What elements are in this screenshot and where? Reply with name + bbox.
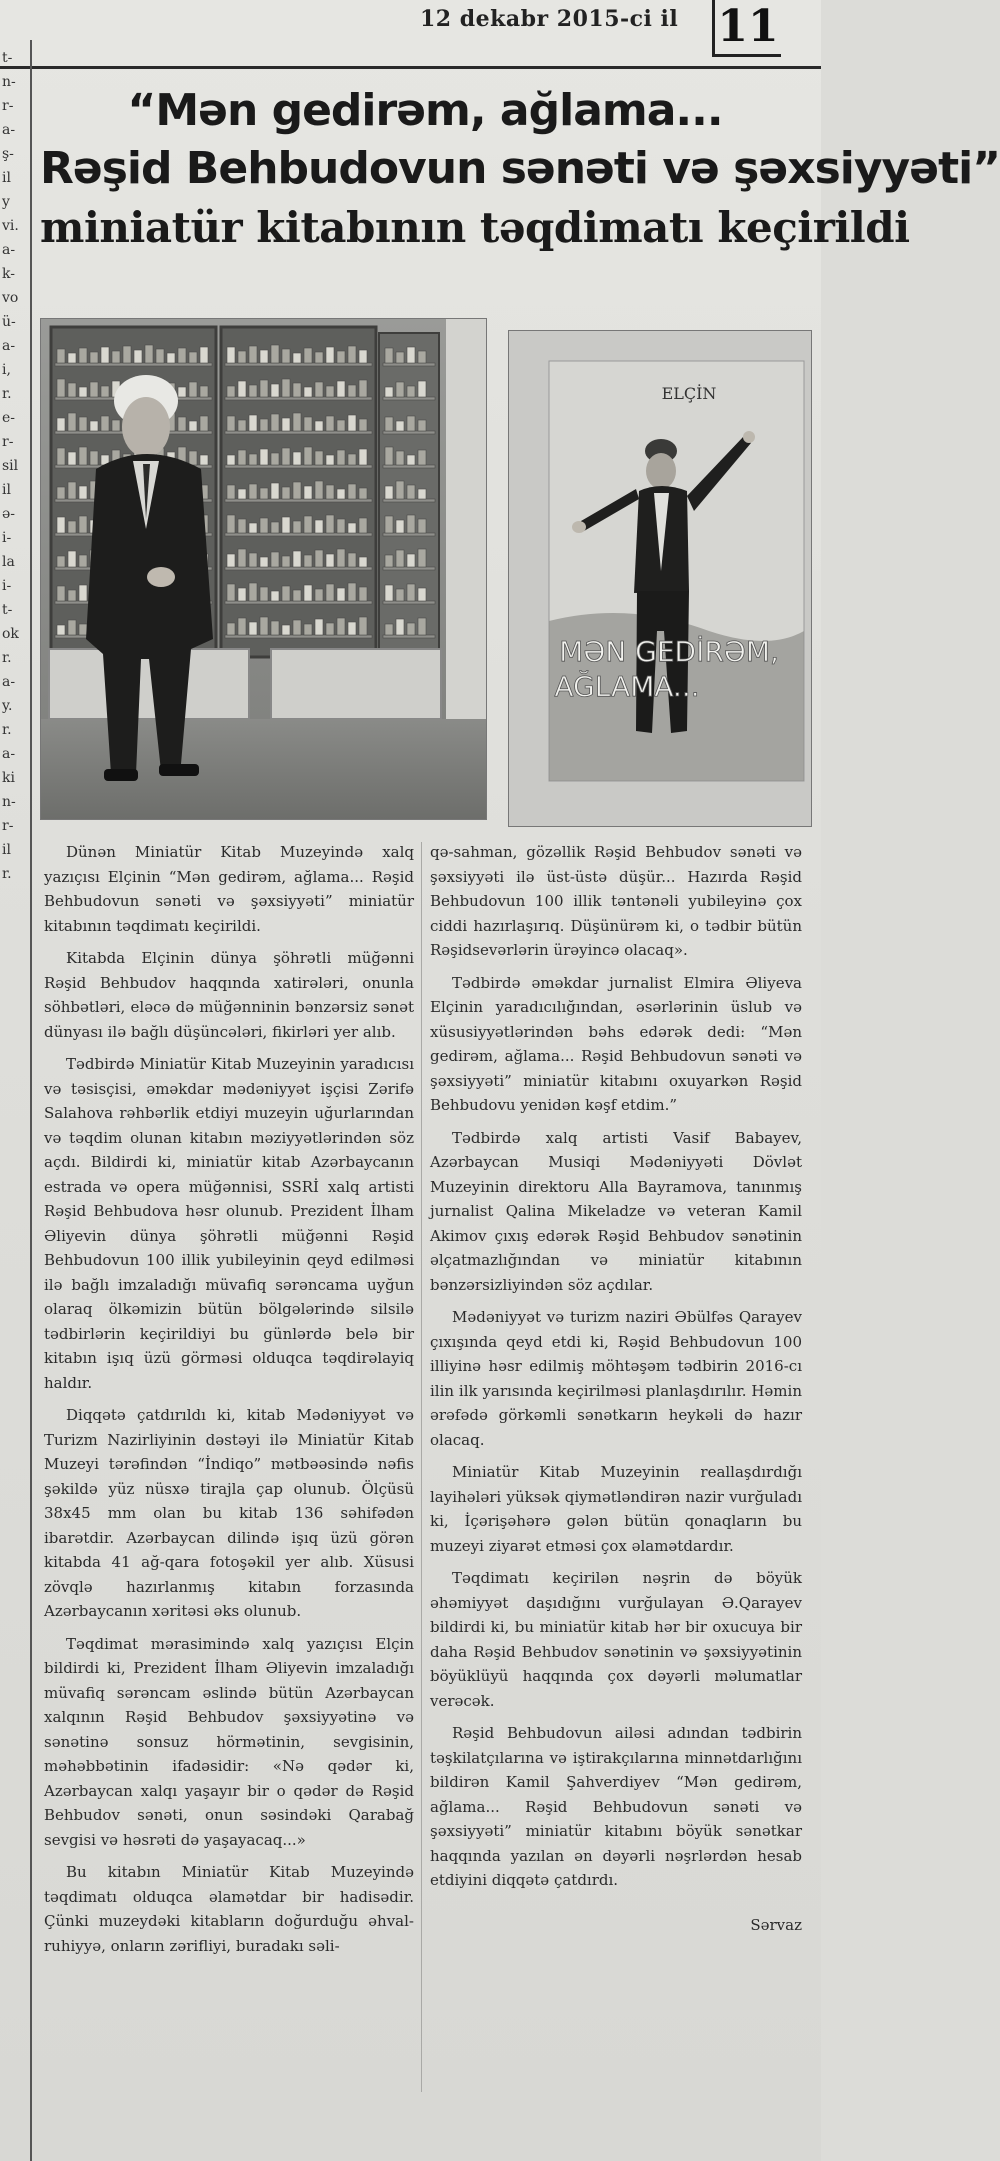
issue-date: 12 dekabr 2015-ci il xyxy=(420,6,679,32)
fragment-text: r- xyxy=(2,818,14,834)
fragment-text: il xyxy=(2,170,11,186)
paragraph: Tədbirdə Miniatür Kitab Muzeyinin yaradıcısı və təsisçisi, əməkdar mədəniyyət işçisi Zərifə Salahova rəhbərlik etdiyi muzeyin uğurlarından və təqdim olunan kitabın məziyyətlərindən söz açdı. Bildirdi ki, miniatür kitab Azərbaycanın estrada və opera müğənnisi, SSRİ xalq artisti Rəşid Behbudova həsr olunub. Prezident İlham Əliyevin dünya şöhrətli müğənni Rəşid Behbudovun 100 illik yubileyinin qeyd edilməsi ilə bağlı imzaladığı müvafiq sərəncama uyğun olaraq ölkəmizin bütün bölgələrində silsilə tədbirlərin keçirildiyi bu günlərdə belə bir kitabın işıq üzü görməsi olduqca təqdirəlayiq haldır. xyxy=(44,1055,414,1392)
fragment-text: ş- xyxy=(2,146,14,162)
fragment-text: ü- xyxy=(2,314,16,330)
paragraph: Kitabda Elçinin dünya şöhrətli müğənni Rəşid Behbudov haqqında xatirələri, onunla söhbətləri, eləcə də müğənninin bənzərsiz sənət dünyası ilə bağlı düşüncələri, fikirləri yer alıb. xyxy=(44,949,414,1041)
fragment-text: i, xyxy=(2,362,11,378)
fragment-text: a- xyxy=(2,338,16,354)
fragment-text: r. xyxy=(2,722,12,738)
fragment-text: e- xyxy=(2,410,16,426)
book-title-line-2: AĞLAMA... xyxy=(554,670,700,703)
book-author: ELÇİN xyxy=(661,384,717,403)
fragment-text: a- xyxy=(2,746,16,762)
museum-photo xyxy=(40,318,487,820)
paragraph: Təqdimat mərasimində xalq yazıçısı Elçin bildirdi ki, Prezident İlham Əliyevin imzaladığı müvafiq sərəncam əslində bütün Azərbaycan xalqının Rəşid Behbudov şəxsiyyətinə və sənətinə sonsuz hörmətinin, sevgisinin, məhəbbətinin ifadəsidir: «Nə qədər ki, Azərbaycan xalqı yaşayır bir o qədər də Rəşid Behbudov sənəti, onun səsindəki Qarabağ sevgisi və həsrəti də yaşayacaq...» xyxy=(44,1634,414,1849)
adjacent-column-fragment xyxy=(0,40,32,2161)
paragraph: Bu kitabın Miniatür Kitab Muzeyində təqdimatı olduqca əlamətdar bir hadisədir. Çünki muzeydəki kitabların doğurduğu əhval-ruhiyyə, onların zərifliyi, buradakı səli- xyxy=(44,1863,414,1955)
fragment-text: n- xyxy=(2,794,16,810)
fragment-text: vi. xyxy=(2,218,19,234)
fragment-text: r. xyxy=(2,650,12,666)
fragment-text: a- xyxy=(2,242,16,258)
fragment-text: r- xyxy=(2,434,14,450)
headline-line-2: Rəşid Behbudovun sənəti və şəxsiyyəti” xyxy=(40,143,1000,194)
fragment-text: sil xyxy=(2,458,19,474)
paragraph: Təqdimatı keçirilən nəşrin də böyük əhəmiyyət daşıdığını vurğulayan Ə.Qarayev bildirdi ki, bu miniatür kitab hər bir oxucuya bir daha Rəşid Behbudov sənətinin və şəxsiyyətinin böyüklüyü haqqında çox dəyərli məlumatlar verəcək. xyxy=(430,1569,802,1710)
book-cover-photo xyxy=(508,330,812,827)
headline-line-1: “Mən gedirəm, ağlama... xyxy=(127,85,723,136)
fragment-text: t- xyxy=(2,602,13,618)
author-signature: Sərvaz xyxy=(750,1915,802,1934)
page-number: 11 xyxy=(712,0,781,57)
fragment-text: a- xyxy=(2,674,16,690)
fragment-text: r. xyxy=(2,866,12,882)
article-column-1 xyxy=(44,840,414,1966)
fragment-text: il xyxy=(2,842,11,858)
paragraph: Tədbirdə əməkdar jurnalist Elmira Əliyeva Elçinin yaradıcılığından, əsərlərinin üslub və xüsusiyyətlərindən bəhs edərək dedi: “Mən gedirəm, ağlama... Rəşid Behbudovun sənəti və şəxsiyyəti” miniatür kitabını oxuyarkən Rəşid Behbudovu yenidən kəşf etdim.” xyxy=(430,973,802,1114)
paragraph: Dünən Miniatür Kitab Muzeyində xalq yazıçısı Elçinin “Mən gedirəm, ağlama... Rəşid Behbudovun sənəti və şəxsiyyəti” miniatür kitabının təqdimatı keçirildi. xyxy=(44,843,414,935)
fragment-text: n- xyxy=(2,74,16,90)
paragraph: Mədəniyyət və turizm naziri Əbülfəs Qarayev çıxışında qeyd etdi ki, Rəşid Behbudovun 100 illiyinə həsr edilmiş möhtəşəm tədbirin 2016-cı ilin ilk yarısında keçirilməsi planlaşdırılır. Həmin ərəfədə görkəmli sənətkarın heykəli də hazır olacaq. xyxy=(430,1308,802,1449)
article-column-2 xyxy=(430,840,802,1945)
paragraph: Diqqətə çatdırıldı ki, kitab Mədəniyyət və Turizm Nazirliyinin dəstəyi ilə Miniatür Kitab Muzeyi tərəfindən “İndiqo” mətbəəsində nəfis şəkildə yüz nüsxə tirajla çap olunub. Ölçüsü 38x45 mm olan bu kitab 136 səhifədən ibarətdir. Azərbaycan dilində işıq üzü görən kitabda 41 ağ-qara fotoşəkil yer alıb. Xüsusi zövqlə hazırlanmış kitabın forzasında Azərbaycanın xəritəsi əks olunub. xyxy=(44,1406,414,1620)
paragraph: Miniatür Kitab Muzeyinin reallaşdırdığı layihələri yüksək qiymətləndirən nazir vurğuladı ki, İçərişəhərə gələn bütün qonaqların bu muzeyi ziyarət etməsi çox əlamətdardır. xyxy=(430,1463,802,1555)
man-in-museum-photo-icon xyxy=(41,319,486,819)
fragment-text: y xyxy=(2,194,10,210)
fragment-text: r- xyxy=(2,98,14,114)
fragment-text: k- xyxy=(2,266,15,282)
fragment-text: la xyxy=(2,554,15,570)
fragment-text: ki xyxy=(2,770,15,786)
fragment-text: i- xyxy=(2,578,12,594)
fragment-text: t- xyxy=(2,50,13,66)
column-divider xyxy=(421,842,422,2092)
book-title-line-1: MƏN GEDİRƏM, xyxy=(559,635,779,668)
fragment-text: i- xyxy=(2,530,12,546)
fragment-text: il xyxy=(2,482,11,498)
fragment-text: ə- xyxy=(2,506,16,522)
masthead-rule xyxy=(0,66,821,69)
headline-line-3: miniatür kitabının təqdimatı keçirildi xyxy=(40,203,910,252)
singer-book-cover-icon xyxy=(509,331,811,826)
fragment-text: a- xyxy=(2,122,16,138)
paragraph: Rəşid Behbudovun ailəsi adından tədbirin təşkilatçılarına və iştirakçılarına minnətdarlığını bildirən Kamil Şahverdiyev “Mən gedirəm, ağlama... Rəşid Behbudovun sənəti və şəxsiyyəti” miniatür kitabını böyük sənətkar haqqında yazılan ən dəyərli nəşrlərdən hesab etdiyini diqqətə çatdırdı. xyxy=(430,1724,802,1889)
fragment-text: vo xyxy=(2,290,19,306)
paragraph: Tədbirdə xalq artisti Vasif Babayev, Azərbaycan Musiqi Mədəniyyəti Dövlət Muzeyinin direktoru Alla Bayramova, tanınmış jurnalist Qalina Mikeladze və veteran Kamil Akimov çıxış edərək Rəşid Behbudov sənətinin əlçatmazlığından və miniatür kitabının bənzərsizliyindən söz açdılar. xyxy=(430,1128,802,1294)
article-headline xyxy=(40,82,1000,258)
paragraph: qə-sahman, gözəllik Rəşid Behbudov sənəti və şəxsiyyəti ilə üst-üstə düşür... Hazırda Rəşid Behbudovun 100 illik təntənəli yubileyinə çox ciddi hazırlaşırıq. Düşünürəm ki, o tədbir bütün Rəşidsevərlərin ürəyincə olacaq». xyxy=(430,843,802,959)
fragment-text: y. xyxy=(2,698,13,714)
masthead xyxy=(0,0,821,75)
fragment-text: ok xyxy=(2,626,19,642)
fragment-text: r. xyxy=(2,386,12,402)
